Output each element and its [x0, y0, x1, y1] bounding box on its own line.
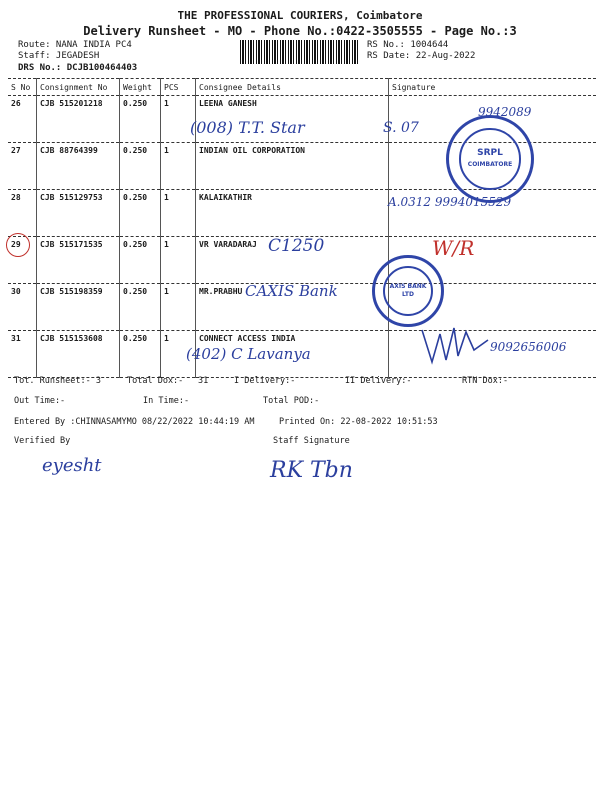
cell-consignment: CJB 515153608: [37, 331, 120, 378]
srpl-stamp-subtext: COIMBATORE: [467, 160, 513, 168]
cell-pcs: 1: [161, 96, 196, 143]
route-label: Route: NANA INDIA PC4: [18, 40, 132, 50]
cell-consignment: CJB 88764399: [37, 143, 120, 190]
cell-consignee: LEENA GANESH: [196, 96, 389, 143]
tot-runsheet: Tot. Runsheet:- 3: [14, 376, 101, 386]
col-signature: Signature: [389, 79, 597, 96]
cell-pcs: 1: [161, 284, 196, 331]
cell-consignee: CONNECT ACCESS INDIA: [196, 331, 389, 378]
runsheet-title: Delivery Runsheet - MO - Phone No.:0422-3505555 - Page No.:3: [83, 24, 517, 38]
cell-sno: 31: [8, 331, 37, 378]
axis-stamp-text: AXIS BANK LTD: [389, 283, 427, 298]
cell-weight: 0.250: [120, 143, 161, 190]
total-dox-label: Total Dox:-: [127, 376, 184, 386]
srpl-stamp: [446, 115, 534, 203]
entered-by: Entered By :CHINNASAMYMO 08/22/2022 10:44:19 AM: [14, 417, 255, 427]
verified-by-label: Verified By: [14, 436, 71, 446]
barcode: [240, 40, 360, 64]
handwritten-note-row-31: (402) C Lavanya: [186, 345, 311, 363]
cell-pcs: 1: [161, 190, 196, 237]
handwritten-note-row-26: (008) T.T. Star: [190, 118, 305, 137]
rs-number: RS No.: 1004644: [367, 40, 449, 50]
col-consignment: Consignment No: [37, 79, 120, 96]
rtn-dox: RTN Dox:-: [462, 376, 509, 386]
total-dox-value: 31: [198, 376, 209, 386]
circle-mark-row-29: [6, 233, 30, 257]
i-delivery: I Delivery:-: [234, 376, 296, 386]
axis-bank-stamp: [372, 255, 444, 327]
srpl-stamp-inner: [459, 128, 520, 189]
out-time: Out Time:-: [14, 396, 66, 406]
staff-signature-label: Staff Signature: [273, 436, 350, 446]
cell-pcs: 1: [161, 237, 196, 284]
rs-date: RS Date: 22-Aug-2022: [367, 51, 476, 61]
cell-consignment: CJB 515129753: [37, 190, 120, 237]
drs-number: DRS No.: DCJB100464403: [18, 63, 138, 73]
col-weight: Weight: [120, 79, 161, 96]
staff-label: Staff: JEGADESH: [18, 51, 100, 61]
cell-pcs: 1: [161, 331, 196, 378]
company-title: THE PROFESSIONAL COURIERS, Coimbatore: [177, 9, 423, 22]
col-consignee: Consignee Details: [196, 79, 389, 96]
cell-weight: 0.250: [120, 331, 161, 378]
cell-consignment: CJB 515201218: [37, 96, 120, 143]
cell-consignee: INDIAN OIL CORPORATION: [196, 143, 389, 190]
printed-on: Printed On: 22-08-2022 10:51:53: [279, 417, 438, 427]
ii-delivery: II Delivery:-: [345, 376, 412, 386]
cell-sno: 30: [8, 284, 37, 331]
cell-sno: 28: [8, 190, 37, 237]
staff-signature: RK Tbn: [270, 458, 353, 483]
handwritten-note-row-30: CAXIS Bank: [245, 282, 338, 300]
cell-weight: 0.250: [120, 237, 161, 284]
axis-stamp-inner: [383, 266, 433, 316]
cell-weight: 0.250: [120, 96, 161, 143]
total-pod: Total POD:-: [263, 396, 320, 406]
cell-sno: 26: [8, 96, 37, 143]
cell-sno: 27: [8, 143, 37, 190]
col-sno: S No: [8, 79, 37, 96]
cell-consignment: CJB 515198359: [37, 284, 120, 331]
cell-pcs: 1: [161, 143, 196, 190]
cell-consignment: CJB 515171535: [37, 237, 120, 284]
handwritten-sign-row-29: W/R: [432, 236, 475, 260]
cell-consignee: MR.PRABHU: [196, 284, 389, 331]
col-pcs: PCS: [161, 79, 196, 96]
cell-consignee: KALAIKATHIR: [196, 190, 389, 237]
cell-weight: 0.250: [120, 190, 161, 237]
handwritten-sign-row-31: 9092656006: [490, 340, 567, 354]
cell-consignee: VR VARADARAJ: [196, 237, 389, 284]
cell-weight: 0.250: [120, 284, 161, 331]
scribble-signature-row-31: [418, 320, 498, 370]
in-time: In Time:-: [143, 396, 190, 406]
srpl-stamp-text: SRPL: [477, 147, 503, 158]
handwritten-note-row-29: C1250: [268, 236, 325, 256]
verified-by-signature: eyesht: [42, 455, 102, 476]
handwritten-phone-top: 9942089: [478, 105, 532, 119]
table-header-row: [8, 79, 596, 96]
cell-sno: 29: [8, 237, 37, 284]
handwritten-sign-row-28: A.0312 9994015529: [388, 195, 512, 209]
handwritten-sign-row-26: S. 07: [383, 120, 419, 136]
